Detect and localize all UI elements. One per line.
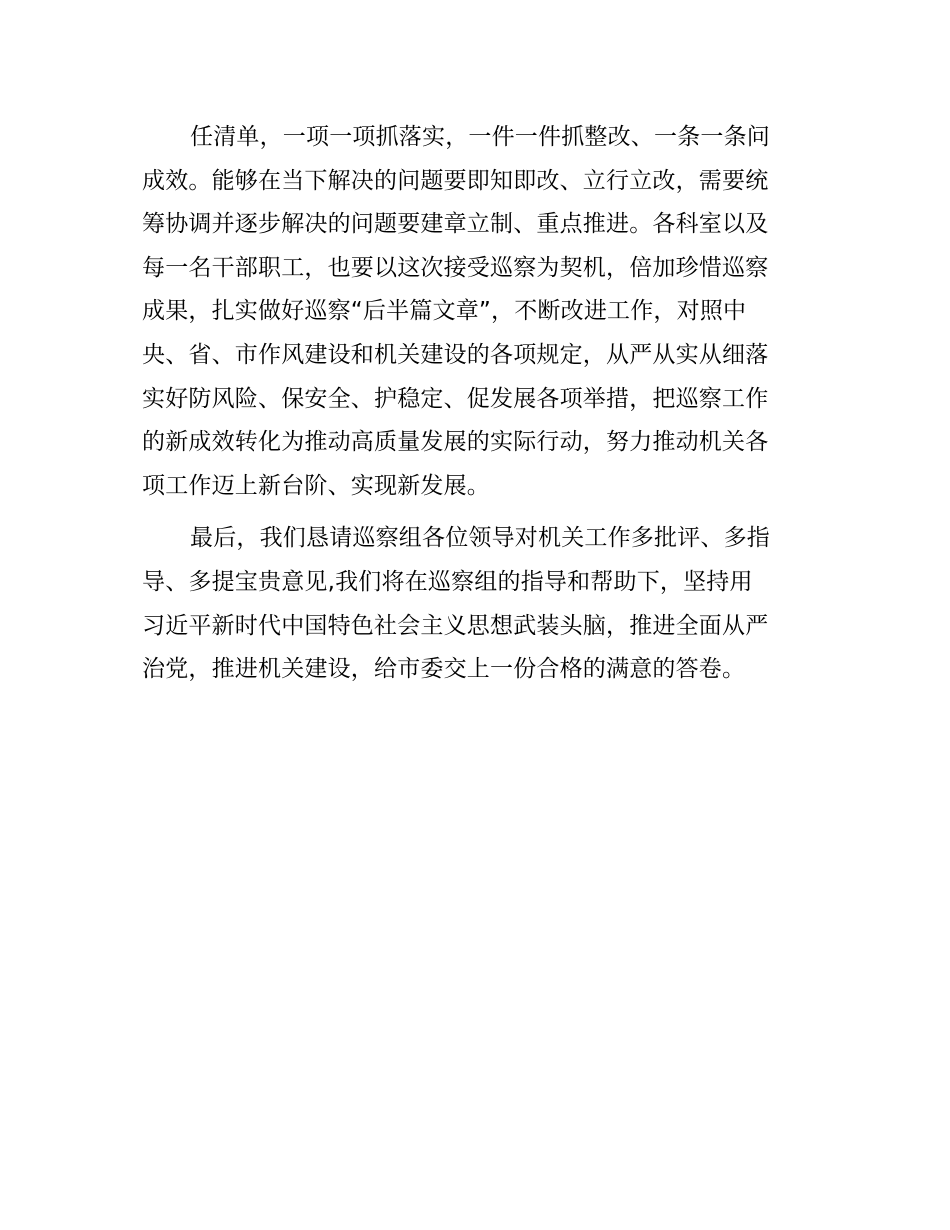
- body-text: [142, 116, 822, 692]
- text-line: 成果，扎实做好巡察“后半篇文章”，不断改进工作，对照中: [142, 298, 747, 325]
- text-line: 成效。能够在当下解决的问题要即知即改、立行立改，需要统: [142, 167, 769, 194]
- text-line: 筹协调并逐步解决的问题要建章立制、重点推进。各科室以及: [142, 211, 769, 238]
- text-line: 治党，推进机关建设，给市委交上一份合格的满意的答卷。: [142, 656, 746, 683]
- text-line: 项工作迈上新台阶、实现新发展。: [142, 472, 490, 499]
- paragraph-2: [142, 517, 822, 691]
- paragraph-1: [142, 116, 822, 508]
- text-line: 导、多提宝贵意见,我们将在巡察组的指导和帮助下，坚持用: [142, 568, 753, 595]
- text-line: 最后，我们恳请巡察组各位领导对机关工作多批评、多指: [190, 525, 770, 552]
- text-line: 任清单，一项一项抓落实，一件一件抓整改、一条一条问: [190, 124, 770, 150]
- text-line: 央、省、市作风建设和机关建设的各项规定，从严从实从细落: [142, 341, 769, 368]
- text-line: 的新成效转化为推动高质量发展的实际行动，努力推动机关各: [142, 429, 769, 456]
- text-line: 每一名干部职工，也要以这次接受巡察为契机，倍加珍惜巡察: [142, 254, 769, 281]
- text-line: 实好防风险、保安全、护稳定、促发展各项举措，把巡察工作: [142, 385, 769, 412]
- text-line: 习近平新时代中国特色社会主义思想武装头脑，推进全面从严: [142, 612, 769, 639]
